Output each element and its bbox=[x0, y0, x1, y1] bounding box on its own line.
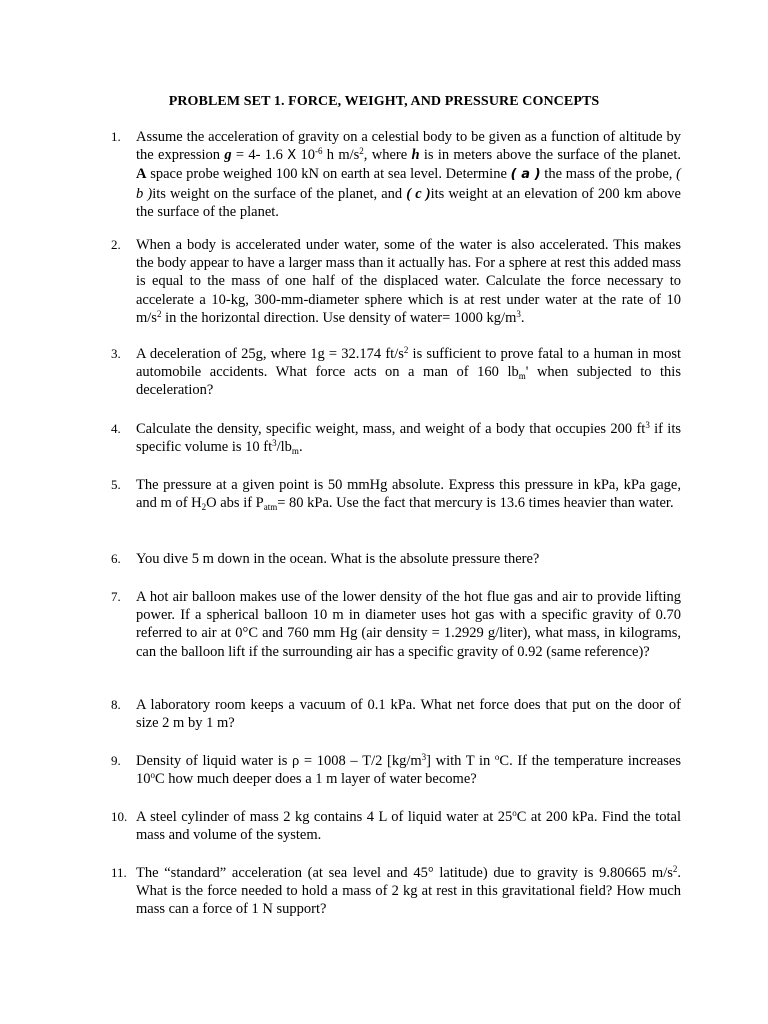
problem-text: When a body is accelerated under water, some of the water is also accelerated. This makes the body appear to have a larger mass than it actually has. For a sphere at rest this added mass is equal to the mass of one half of the displaced water. Calculate the force necessary to accelerate a 10-kg, 300-mm-diameter sphere which is at rest under water at the rate of 10 $m/s^2$ in the horizontal direction. Use density of water= 1000 $kg/m^3$. bbox=[136, 237, 681, 326]
problem-3 bbox=[111, 345, 681, 400]
problem-9 bbox=[111, 752, 681, 788]
problem-number: 6. bbox=[111, 551, 121, 566]
page-title: PROBLEM SET 1. FORCE, WEIGHT, AND PRESSURE CONCEPTS bbox=[168, 94, 600, 109]
problem-number: 7. bbox=[111, 589, 121, 604]
problem-7 bbox=[111, 588, 681, 661]
problem-text: A laboratory room keeps a vacuum of 0.1 kPa. What net force does that put on the door of size 2 m by 1 m? bbox=[136, 697, 681, 732]
problem-8 bbox=[111, 696, 681, 732]
problem-text: Calculate the density, specific weight, mass, and weight of a body that occupies 200 $ft^3$ if its specific volume is 10 $ft^3/lb_m$. bbox=[136, 420, 682, 457]
problem-text: Assume the acceleration of gravity on a celestial body to be given as a function of altitude by the expression g = 4- 1.6 X $10^{-6}$ h $m/s^2$, where h is in meters above the surface of the planet. A space probe weighed 100 kN on earth at sea level. Determine ( a ) the mass of the probe, ( b )its weight on the surface of the planet, and ( c )its weight at an elevation of 200 km above the surface of the planet. bbox=[136, 129, 681, 220]
problem-text: A steel cylinder of mass 2 kg contains 4 L of liquid water at 25$^o$C at 200 kPa. Find the total mass and volume of the system. bbox=[136, 808, 681, 844]
problem-text: You dive 5 m down in the ocean. What is the absolute pressure there? bbox=[136, 551, 540, 567]
problem-number: 11. bbox=[111, 865, 127, 880]
problem-number: 1. bbox=[111, 129, 121, 144]
problem-text: A hot air balloon makes use of the lower density of the hot flue gas and air to provide lifting power. If a spherical balloon 10 m in diameter uses hot gas with a specific gravity of 0.70 referred to air at 0°C and 760 mm Hg (air density = 1.2929 g/liter), what mass, in kilograms, can the balloon lift if the surrounding air has a specific gravity of 0.92 (same reference)? bbox=[136, 589, 681, 660]
problem-text: A deceleration of 25g, where 1g = 32.174 $ft/s^2$ is sufficient to prove fatal to a human in most automobile accidents. What force acts on a man of 160 $lb_m'$ when subjected to this deceleration? bbox=[136, 345, 681, 399]
problem-number: 8. bbox=[111, 697, 121, 712]
problem-number: 10. bbox=[111, 809, 128, 824]
problem-2 bbox=[111, 236, 681, 327]
problem-number: 3. bbox=[111, 346, 121, 361]
problem-number: 2. bbox=[111, 237, 121, 252]
problem-text: The “standard” acceleration (at sea level and 45° latitude) due to gravity is 9.80665 $m/s^2$. What is the force needed to hold a mass of 2 kg at rest in this gravitational field? How much mass can a force of 1 N support? bbox=[136, 864, 681, 918]
problem-number: 9. bbox=[111, 753, 121, 768]
problem-number: 4. bbox=[111, 421, 121, 436]
problem-text: The pressure at a given point is 50 mmHg absolute. Express this pressure in kPa, kPa gage, and m of $H_2O$ abs if $P_{atm}= 80$ kPa. Use the fact that mercury is 13.6 times heavier than water. bbox=[136, 477, 681, 513]
problem-10 bbox=[111, 808, 681, 844]
problem-1 bbox=[111, 128, 681, 221]
problem-5 bbox=[111, 476, 681, 512]
problem-text: Density of liquid water is ρ = 1008 – T/2 $[kg/m^3]$ with T in $^o$C. If the temperature increases 10$^o$C how much deeper does a 1 m layer of water become? bbox=[136, 752, 681, 788]
problem-6 bbox=[111, 550, 681, 568]
problem-4 bbox=[111, 420, 681, 456]
problem-11 bbox=[111, 864, 681, 919]
problem-number: 5. bbox=[111, 477, 121, 492]
